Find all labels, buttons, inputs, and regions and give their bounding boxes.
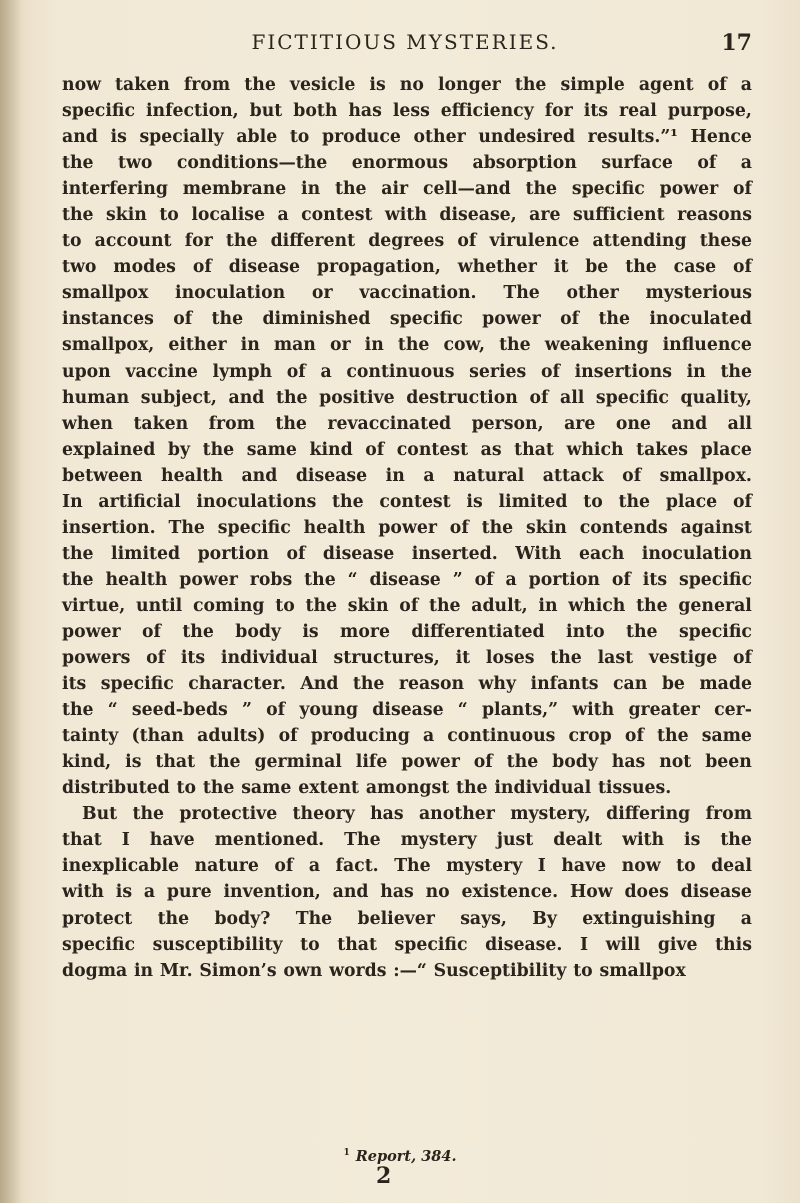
text-line: between health and disease in a natural attack of smallpox.	[62, 465, 752, 486]
text-line: the “ seed-beds ” of young disease “ plants,” with greater cer-	[62, 700, 752, 721]
text-line: to account for the different degrees of virulence attending these	[62, 231, 752, 252]
text-line: virtue, until coming to the skin of the adult, in which the general	[62, 595, 752, 616]
footnote	[0, 1148, 800, 1165]
text-line: the two conditions—the enormous absorption surface of a	[62, 153, 752, 174]
text-line: distributed to the same extent amongst the individual tissues.	[62, 778, 672, 799]
text-line: But the protective theory has another mystery, differing from	[82, 804, 752, 825]
running-title: FICTITIOUS MYSTERIES.	[251, 30, 559, 54]
text-line: In artificial inoculations the contest is limited to the place of	[62, 491, 752, 512]
text-line: its specific character. And the reason why infants can be made	[62, 674, 752, 695]
signature-mark: 2	[376, 1163, 392, 1189]
footnote-text: Report, 384.	[355, 1148, 457, 1165]
text-line: tainty (than adults) of producing a continuous crop of the same	[62, 726, 752, 747]
text-line: that I have mentioned. The mystery just dealt with is the	[62, 830, 752, 851]
page-number: 17	[721, 30, 752, 56]
text-line: human subject, and the positive destruction of all specific quality,	[62, 387, 752, 408]
footnote-marker: 1	[343, 1148, 350, 1159]
text-line: and is specially able to produce other undesired results.”¹ Hence	[62, 127, 752, 148]
text-line: inexplicable nature of a fact. The mystery I have now to deal	[62, 856, 752, 877]
text-line: kind, is that the germinal life power of the body has not been	[62, 752, 752, 773]
text-line: specific infection, but both has less efficiency for its real purpose,	[62, 101, 752, 122]
text-line: specific susceptibility to that specific disease. I will give this	[62, 934, 752, 955]
text-line: power of the body is more differentiated into the specific	[62, 621, 752, 642]
text-line: explained by the same kind of contest as that which takes place	[62, 439, 752, 460]
text-line: protect the body? The believer says, By extinguishing a	[62, 908, 752, 929]
text-line: upon vaccine lymph of a continuous series of insertions in the	[62, 361, 752, 382]
body-text	[62, 72, 752, 984]
page-header	[58, 30, 752, 60]
text-line: insertion. The specific health power of the skin contends against	[62, 517, 752, 538]
text-line: with is a pure invention, and has no existence. How does disease	[62, 882, 752, 903]
text-line: instances of the diminished specific power of the inoculated	[62, 309, 752, 330]
text-line: the health power robs the “ disease ” of a portion of its specific	[62, 569, 752, 590]
text-line: smallpox inoculation or vaccination. The other mysterious	[62, 283, 752, 304]
text-line: powers of its individual structures, it loses the last vestige of	[62, 648, 752, 669]
text-line: dogma in Mr. Simon’s own words :—“ Susceptibility to smallpox	[62, 960, 686, 981]
text-line: when taken from the revaccinated person, are one and all	[62, 413, 752, 434]
text-line: the skin to localise a contest with disease, are sufficient reasons	[62, 205, 752, 226]
text-line: two modes of disease propagation, whether it be the case of	[62, 257, 752, 278]
text-line: smallpox, either in man or in the cow, the weakening influence	[62, 335, 752, 356]
text-line: interfering membrane in the air cell—and the specific power of	[62, 179, 752, 200]
text-line: the limited portion of disease inserted. With each inoculation	[62, 543, 752, 564]
page-gutter-stain	[0, 0, 22, 1203]
text-line: now taken from the vesicle is no longer the simple agent of a	[62, 75, 752, 95]
